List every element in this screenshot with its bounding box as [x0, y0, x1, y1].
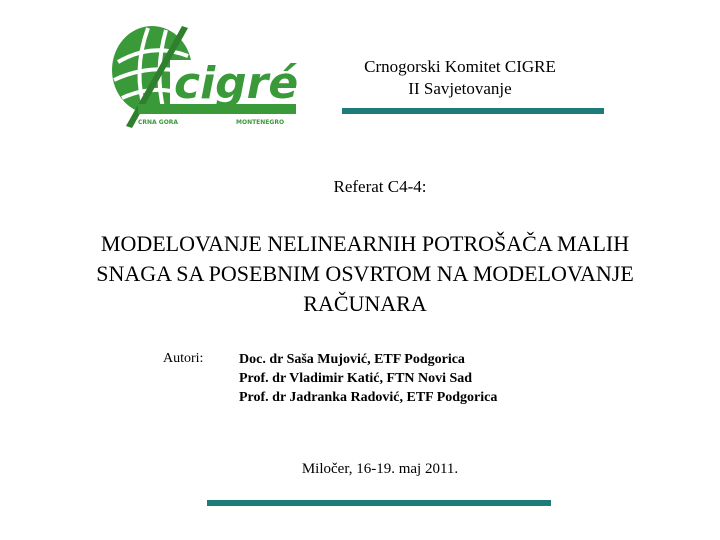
paper-reference: Referat C4-4: [333, 177, 427, 196]
organization-header [330, 56, 590, 100]
title-line-1: MODELOVANJE NELINEARNIH POTROŠAČA MALIH [100, 231, 630, 256]
cigre-globe-icon [108, 22, 303, 132]
authors-label: Autori: [163, 351, 204, 366]
event-name: II Savjetovanje [408, 79, 512, 98]
title-line-2: SNAGA SA POSEBNIM OSVRTOM NA MODELOVANJE [96, 261, 634, 286]
logo-left-label: CRNA GORA [138, 119, 179, 126]
title-line-3: RAČUNARA [303, 291, 427, 316]
logo-wordmark: cigré [174, 58, 299, 109]
paper-title [30, 229, 700, 319]
author-item: Prof. dr Jadranka Radović, ETF Podgorica [239, 390, 498, 405]
bottom-divider [207, 500, 551, 506]
cigre-logo [108, 22, 303, 132]
author-item: Prof. dr Vladimir Katić, FTN Novi Sad [239, 371, 473, 386]
authors-list [239, 350, 559, 407]
logo-right-label: MONTENEGRO [236, 119, 285, 126]
place-date: Miločer, 16-19. maj 2011. [301, 461, 459, 477]
top-divider [342, 108, 604, 114]
org-name: Crnogorski Komitet CIGRE [364, 57, 556, 76]
author-item: Doc. dr Saša Mujović, ETF Podgorica [239, 352, 465, 367]
